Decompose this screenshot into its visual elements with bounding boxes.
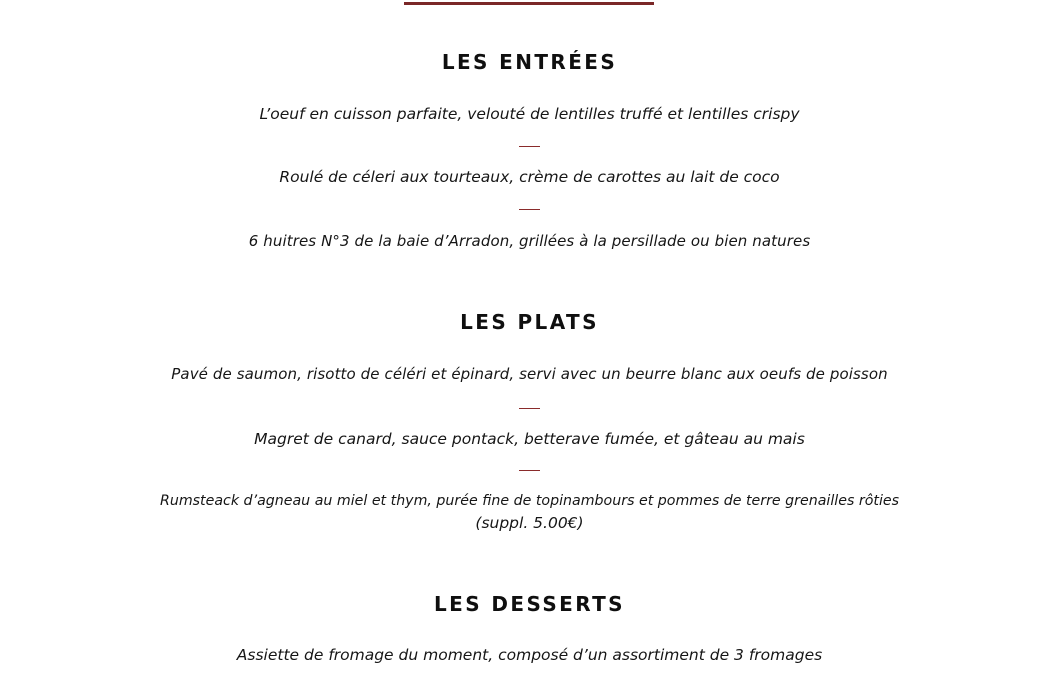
plat-item-3-supplement: (suppl. 5.00€) — [475, 514, 584, 532]
top-accent-rule — [404, 2, 654, 5]
section-title-entrees: LES ENTRÉES — [441, 50, 618, 74]
entree-item-3: 6 huitres N°3 de la baie d’Arradon, grillées à la persillade ou bien natures — [248, 232, 811, 250]
plat-item-2: Magret de canard, sauce pontack, betterave fumée, et gâteau au mais — [254, 430, 805, 448]
item-separator — [519, 146, 540, 147]
item-separator — [519, 209, 540, 210]
entree-item-1: L’oeuf en cuisson parfaite, velouté de lentilles truffé et lentilles crispy — [259, 105, 800, 123]
item-separator — [519, 470, 540, 471]
section-title-desserts: LES DESSERTS — [434, 592, 625, 616]
item-separator — [519, 408, 540, 409]
entree-item-2: Roulé de céleri aux tourteaux, crème de carottes au lait de coco — [279, 168, 780, 186]
plat-item-3: Rumsteack d’agneau au miel et thym, purée fine de topinambours et pommes de terre grenailles rôties — [159, 493, 900, 509]
dessert-item-1: Assiette de fromage du moment, composé d’un assortiment de 3 fromages — [236, 646, 823, 664]
plat-item-1: Pavé de saumon, risotto de céléri et épinard, servi avec un beurre blanc aux oeufs de poisson — [171, 365, 888, 383]
section-title-plats: LES PLATS — [460, 310, 599, 334]
